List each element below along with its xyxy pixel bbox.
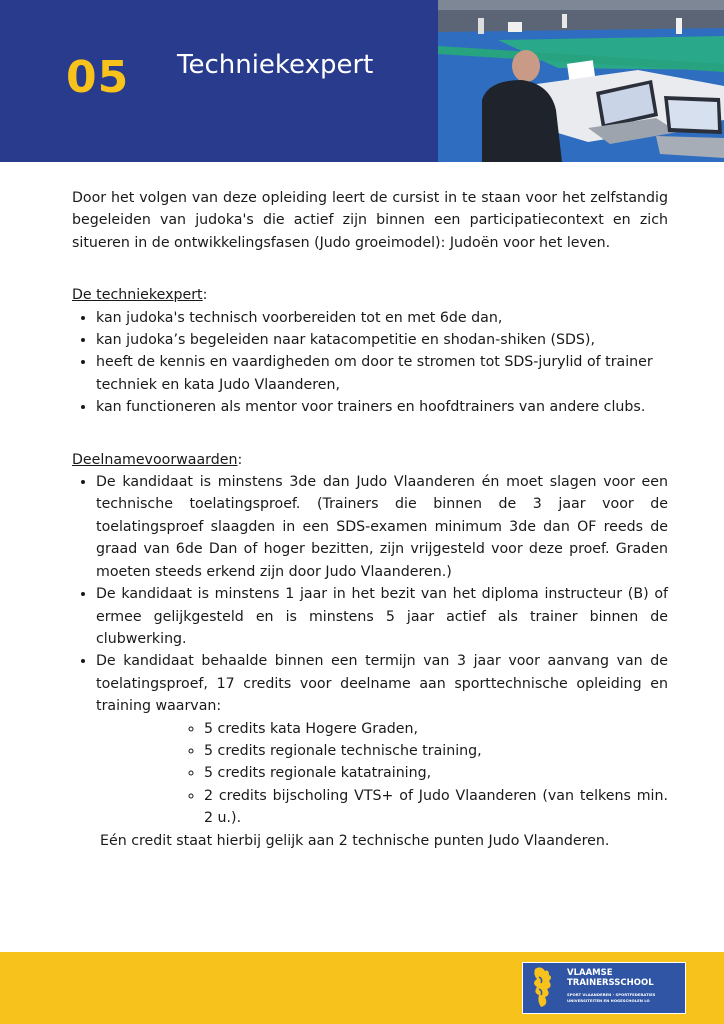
sublist-item: ◦ 5 credits regionale katatraining, [204, 762, 668, 784]
requirements-heading-text: Deelnamevoorwaarden [72, 451, 238, 468]
logo-line-3: SPORT VLAANDEREN - SPORTFEDERATIES [567, 992, 656, 997]
list-item: • kan functioneren als mentor voor trainers en hoofdtrainers van andere clubs. [96, 396, 668, 418]
credits-sublist [96, 718, 668, 830]
list-item: • De kandidaat is minstens 1 jaar in het bezit van het diploma instructeur (B) of ermee gelijkgesteld en is minstens 5 jaar actief als trainer binnen de clubwerking. [96, 583, 668, 650]
requirements-list [72, 471, 668, 830]
sublist-item: ◦ 5 credits kata Hogere Graden, [204, 718, 668, 740]
sublist-item: ◦ 5 credits regionale technische training, [204, 740, 668, 762]
list-item: • kan judoka’s begeleiden naar katacompetitie en shodan-shiken (SDS), [96, 329, 668, 351]
flemish-lion-icon [527, 965, 557, 1011]
list-item: • heeft de kennis en vaardigheden om door te stromen tot SDS-jurylid of trainer techniek en kata Judo Vlaanderen, [96, 351, 668, 396]
requirements-heading [72, 449, 668, 471]
logo-line-1: VLAAMSE [567, 968, 613, 978]
requirements-heading-colon: : [237, 451, 243, 468]
sublist-item: ◦ 2 credits bijscholing VTS+ of Judo Vlaanderen (van telkens min. 2 u.). [204, 785, 668, 830]
credit-note: Eén credit staat hierbij gelijk aan 2 technische punten Judo Vlaanderen. [100, 832, 610, 849]
expert-list [72, 307, 668, 419]
chapter-number: 05 [66, 52, 130, 103]
list-item-text: De kandidaat behaalde binnen een termijn van 3 jaar voor aanvang van de toelatingsproef, 17 credits voor deelname aan sporttechnische opleiding en training waarvan: [96, 653, 668, 715]
list-item: • De kandidaat is minstens 3de dan Judo Vlaanderen én moet slagen voor een technische toelatingsproef. (Trainers die binnen de 3 jaar voor de toelatingsproef slaagden in een SDS-examen minimum 3de dan OF reeds de graad van 6de Dan of hoger bezitten, zijn vrijgesteld voor deze proef. Graden moeten steeds erkend zijn door Judo Vlaanderen.) [96, 471, 668, 583]
chapter-title: Techniekexpert [177, 50, 374, 80]
expert-heading-colon: : [202, 287, 208, 304]
page-content [72, 187, 668, 852]
training-hall-photo [438, 0, 724, 162]
intro-paragraph: Door het volgen van deze opleiding leert de cursist in te staan voor het zelfstandig begeleiden van judoka's die actief zijn binnen een participatiecontext en zich situeren in de ontwikkelingsfasen (Judo groeimodel): Judoën voor het leven. [72, 190, 668, 251]
list-item [96, 650, 668, 829]
expert-heading [72, 284, 668, 306]
logo-line-4: UNIVERSITEITEN EN HOGESCHOLEN LO [567, 998, 650, 1003]
trainersschool-logo [522, 962, 686, 1014]
logo-line-2: TRAINERSSCHOOL [567, 978, 654, 988]
list-item: • kan judoka's technisch voorbereiden tot en met 6de dan, [96, 307, 668, 329]
expert-heading-text: De techniekexpert [72, 287, 203, 304]
